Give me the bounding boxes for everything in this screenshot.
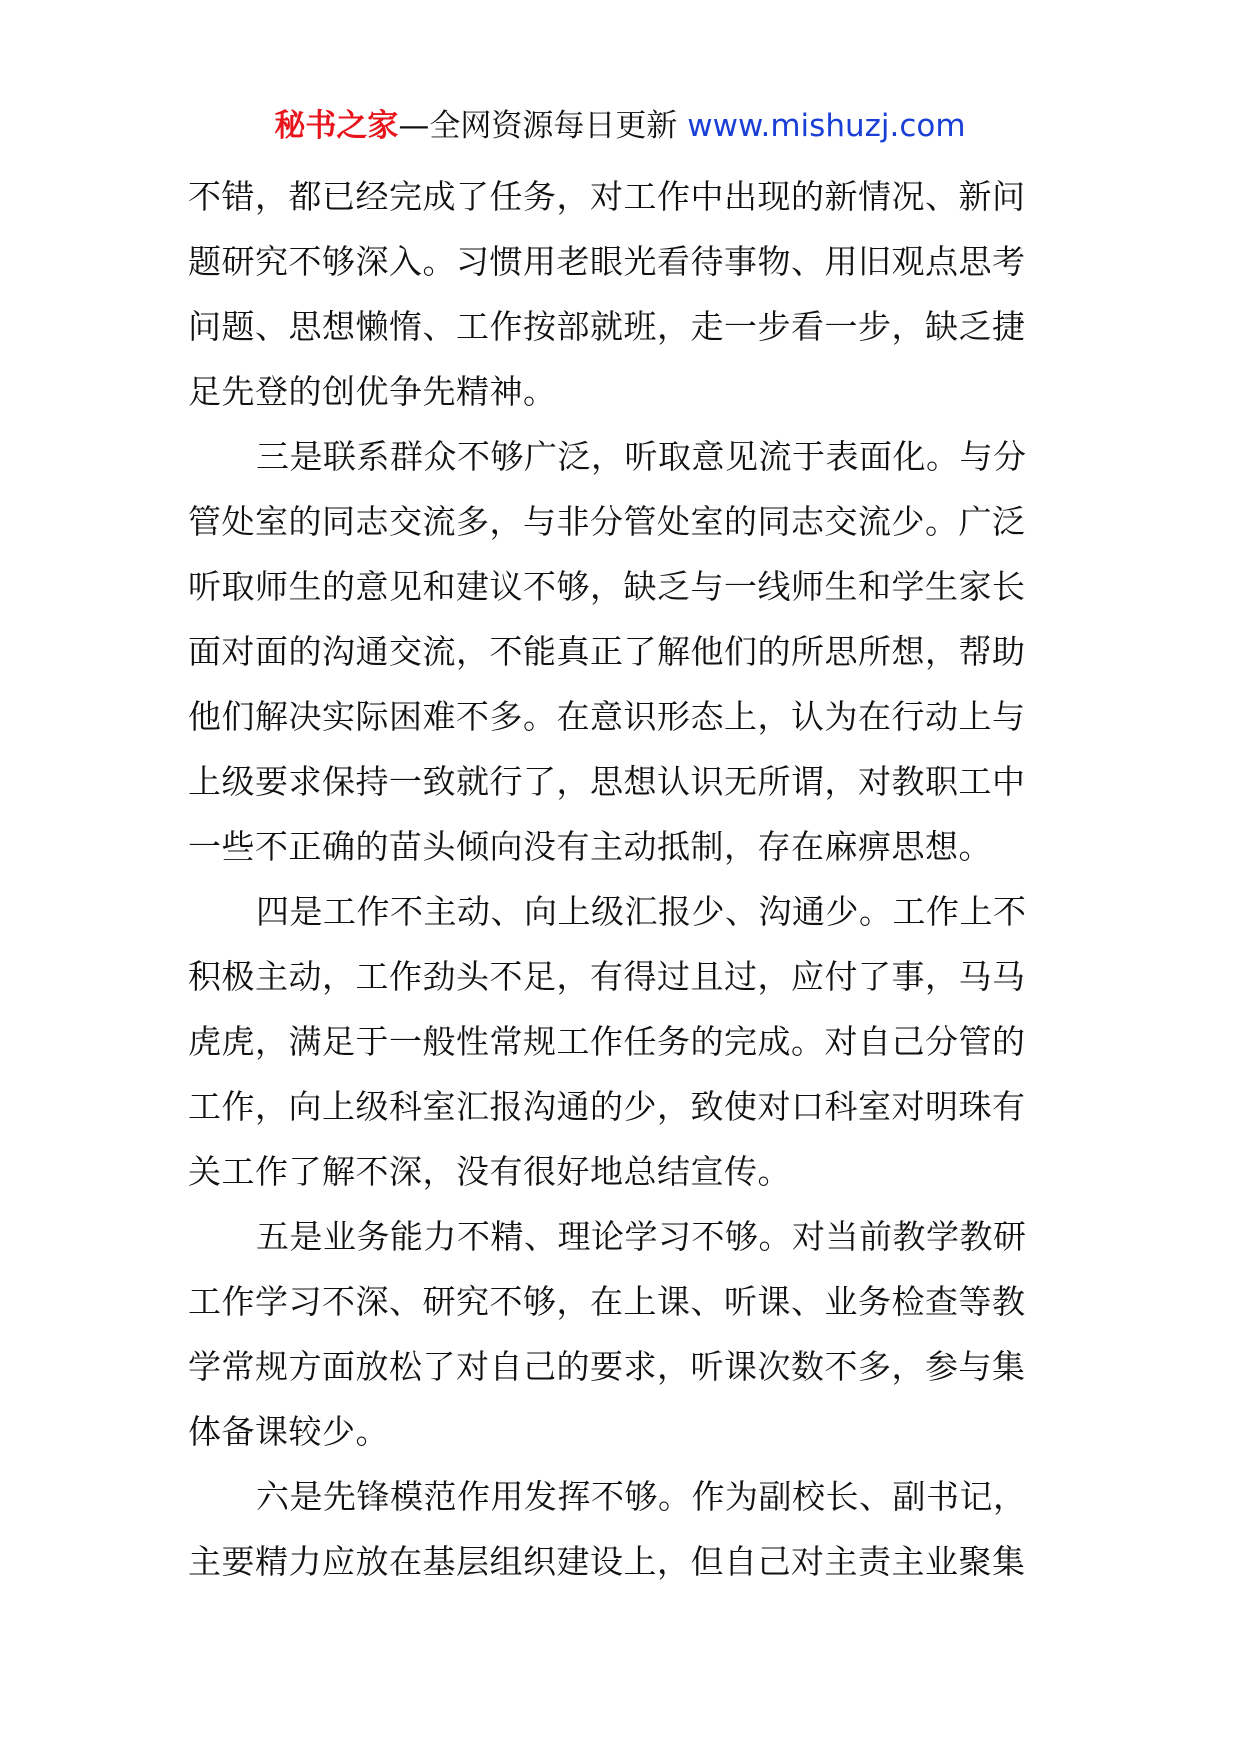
text-line: 题研究不够深入。习惯用老眼光看待事物、用旧观点思考 (188, 242, 1026, 281)
text-line: 不错，都已经完成了任务，对工作中出现的新情况、新问 (188, 177, 1026, 216)
document-body (188, 164, 1058, 1594)
text-line: 虎虎，满足于一般性常规工作任务的完成。对自己分管的 (188, 1022, 1026, 1061)
site-url[interactable]: www.mishuzj.com (687, 108, 966, 144)
text-line: 听取师生的意见和建议不够，缺乏与一线师生和学生家长 (188, 567, 1026, 606)
text-line: 面对面的沟通交流，不能真正了解他们的所思所想，帮助 (188, 632, 1026, 671)
site-tagline: —全网资源每日更新 (398, 108, 688, 144)
paragraph-start-line: 五是业务能力不精、理论学习不够。对当前教学教研 (256, 1217, 1027, 1256)
text-line: 足先登的创优争先精神。 (188, 372, 557, 411)
text-line: 学常规方面放松了对自己的要求，听课次数不多，参与集 (188, 1347, 1026, 1386)
text-line: 一些不正确的苗头倾向没有主动抵制，存在麻痹思想。 (188, 827, 992, 866)
text-line: 问题、思想懒惰、工作按部就班，走一步看一步，缺乏捷 (188, 307, 1026, 346)
text-line: 主要精力应放在基层组织建设上，但自己对主责主业聚集 (188, 1542, 1026, 1581)
paragraph-start-line: 四是工作不主动、向上级汇报少、沟通少。工作上不 (256, 892, 1027, 931)
text-line: 上级要求保持一致就行了，思想认识无所谓，对教职工中 (188, 762, 1026, 801)
text-line: 工作，向上级科室汇报沟通的少，致使对口科室对明珠有 (188, 1087, 1026, 1126)
text-line: 积极主动，工作劲头不足，有得过且过，应付了事，马马 (188, 957, 1026, 996)
text-line: 关工作了解不深，没有很好地总结宣传。 (188, 1152, 791, 1191)
site-header (0, 104, 1240, 148)
paragraph-start-line: 三是联系群众不够广泛，听取意见流于表面化。与分 (256, 437, 1027, 476)
text-line: 他们解决实际困难不多。在意识形态上，认为在行动上与 (188, 697, 1026, 736)
text-line: 管处室的同志交流多，与非分管处室的同志交流少。广泛 (188, 502, 1026, 541)
paragraph-start-line: 六是先锋模范作用发挥不够。作为副校长、副书记， (256, 1477, 1027, 1516)
text-line: 工作学习不深、研究不够，在上课、听课、业务检查等教 (188, 1282, 1026, 1321)
site-brand: 秘书之家 (274, 108, 399, 144)
text-line: 体备课较少。 (188, 1412, 389, 1451)
